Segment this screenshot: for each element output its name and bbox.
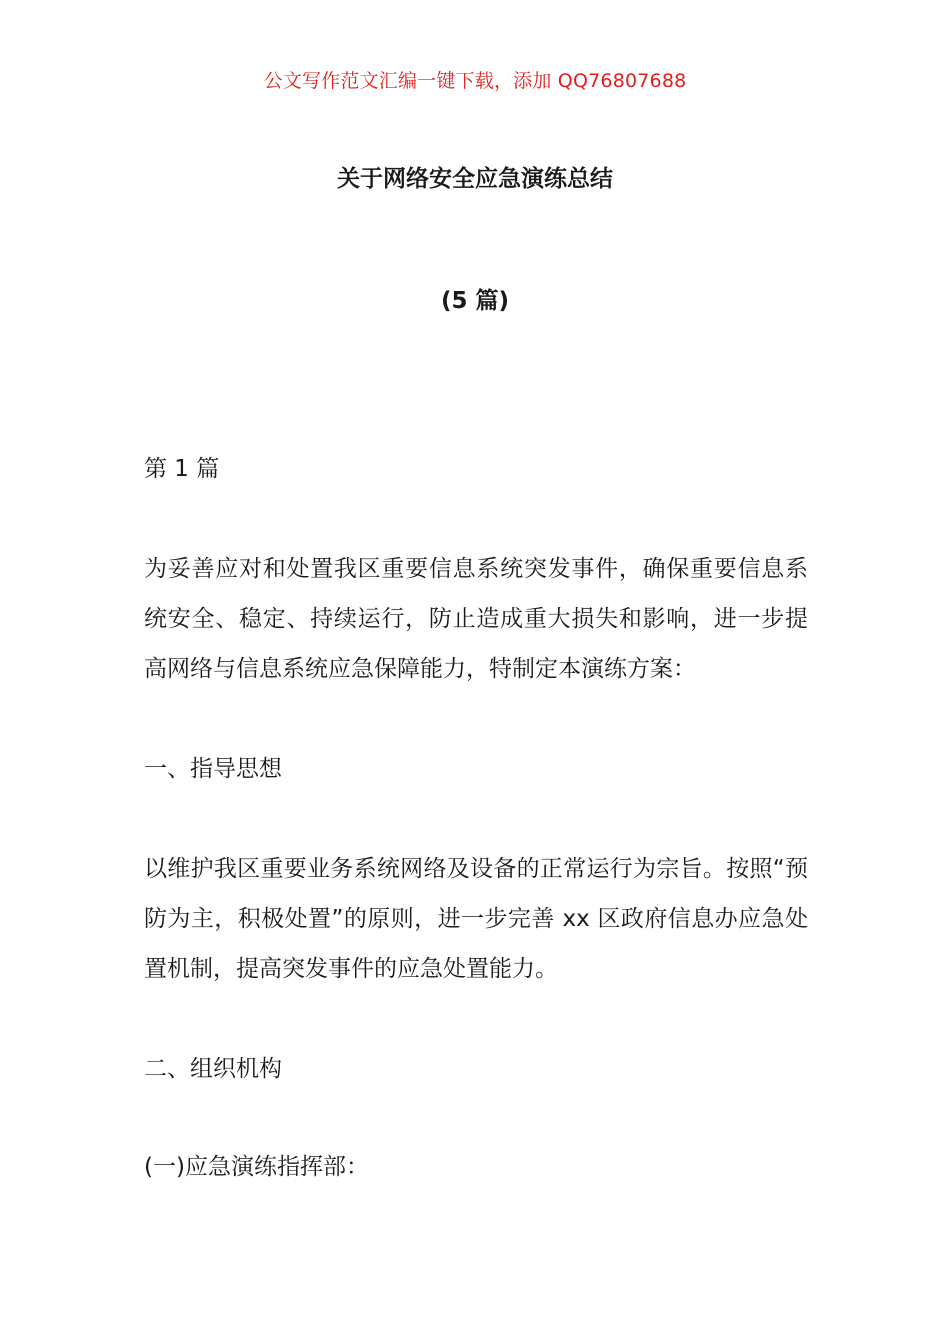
document-subtitle: (5 篇): [440, 288, 510, 314]
chapter-label: 第 1 篇: [144, 456, 220, 482]
intro-paragraph: 为妥善应对和处置我区重要信息系统突发事件，确保重要信息系统安全、稳定、持续运行，防止造成重大损失和影响，进一步提高网络与信息系统应急保障能力，特制定本演练方案：: [144, 556, 808, 682]
download-notice: 公文写作范文汇编一键下载，添加 QQ76807688: [263, 70, 687, 92]
document-title: 关于网络安全应急演练总结: [337, 166, 613, 192]
guiding-principle-paragraph: 以维护我区重要业务系统网络及设备的正常运行为宗旨。按照“预防为主，积极处置”的原则，进一步完善 xx 区政府信息办应急处置机制，提高突发事件的应急处置能力。: [144, 856, 808, 982]
section-heading-organization: 二、组织机构: [144, 1056, 282, 1082]
subsection-heading-command: (一)应急演练指挥部：: [144, 1154, 369, 1180]
section-heading-guiding-principle: 一、指导思想: [144, 756, 282, 782]
